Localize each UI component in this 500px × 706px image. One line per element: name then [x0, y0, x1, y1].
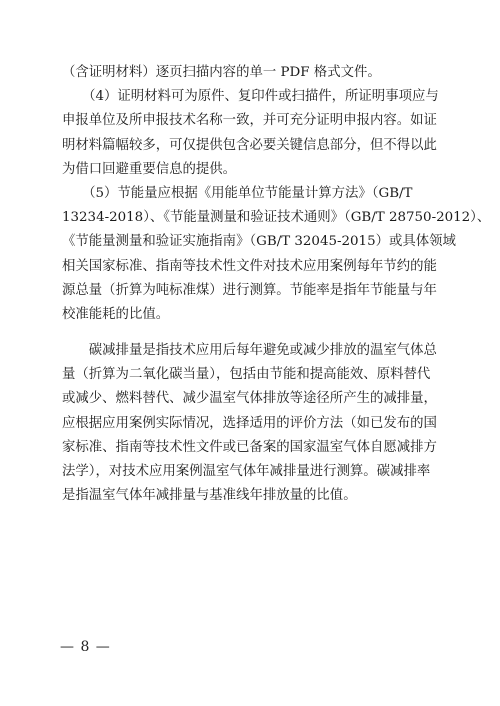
text-line: 申报单位及所申报技术名称一致，并可充分证明申报内容。如证	[62, 113, 437, 129]
text-line: 相关国家标准、指南等技术性文件对技术应用案例每年节约的能	[62, 258, 437, 274]
text-line: 或减少、燃料替代、减少温室气体排放等途径所产生的减排量，	[62, 391, 437, 407]
text-line: 法学），对技术应用案例温室气体年减排量进行测算。碳减排率	[62, 464, 431, 479]
text-line: 源总量（折算为吨标准煤）进行测算。节能率是指年节能量与年	[62, 282, 437, 298]
text-line: 为借口回避重要信息的提供。	[62, 161, 237, 177]
text-line: 是指温室气体年减排量与基准线年排放量的比值。	[62, 488, 357, 504]
paragraph-carbon-reduction	[62, 339, 440, 508]
text-line: 应根据应用案例实际情况，选择适用的评价方法（如已发布的国	[62, 415, 437, 431]
paragraph-gap	[62, 327, 440, 339]
page-number: — 8 —	[60, 639, 111, 655]
text-line: 明材料篇幅较多，可仅提供包含必要关键信息部分，但不得以此	[62, 137, 437, 153]
text-line: 量（折算为二氧化碳当量），包括由节能和提高能效、原料替代	[62, 367, 431, 383]
paragraph-proof-materials	[62, 85, 440, 182]
text-line: （5）节能量应根据《用能单位节能量计算方法》（GB/T	[62, 185, 413, 201]
paragraph-energy-saving	[62, 182, 491, 327]
text-line: 13234-2018）、《节能量测量和验证技术通则》（GB/T 28750-2012）、	[62, 210, 491, 226]
text-line: （含证明材料）逐页扫描内容的单一 PDF 格式文件。	[62, 65, 381, 80]
text-line: 《节能量测量和验证实施指南》（GB/T 32045-2015）或具体领域	[62, 234, 456, 250]
text-line: （4）证明材料可为原件、复印件或扫描件，所证明事项应与	[62, 89, 439, 105]
body-text	[62, 61, 491, 508]
text-line: 校准能耗的比值。	[62, 306, 170, 322]
text-line: 家标准、指南等技术性文件或已备案的国家温室气体自愿减排方	[62, 439, 437, 455]
paragraph-attachment-format	[62, 61, 440, 85]
text-line: 碳减排量是指技术应用后每年避免或减少排放的温室气体总	[62, 343, 437, 359]
